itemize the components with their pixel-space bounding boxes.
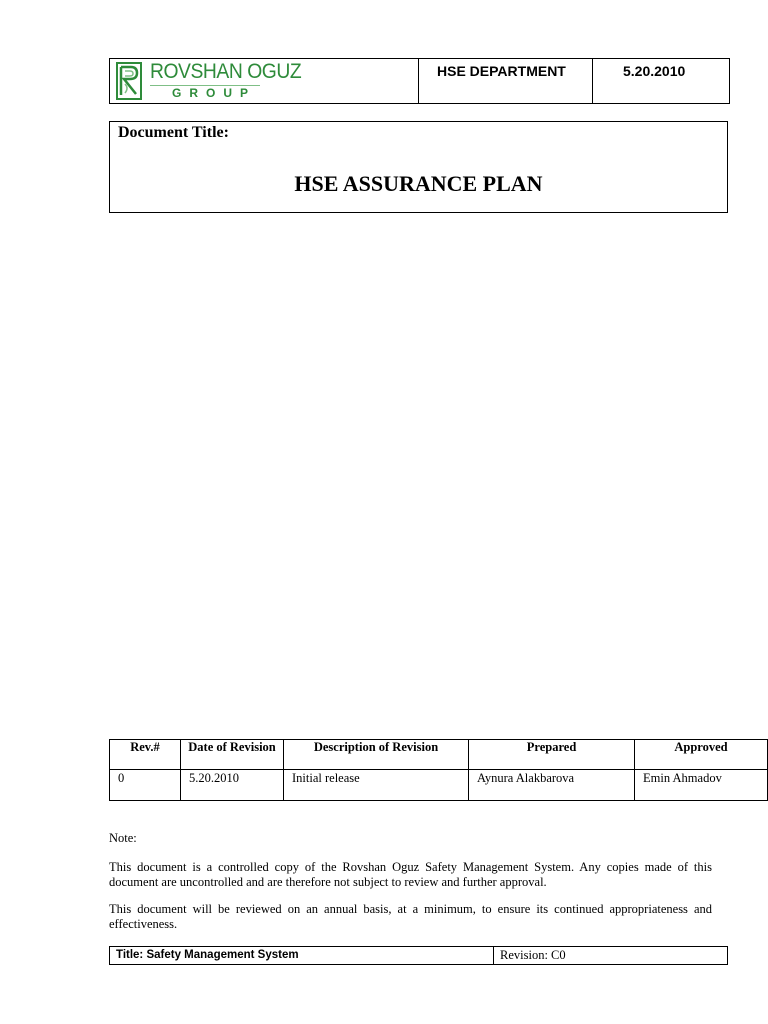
- col-header-rev: Rev.#: [110, 740, 181, 770]
- note-paragraph-review: This document will be reviewed on an annual basis, at a minimum, to ensure its continued appropriateness and effectiveness.: [109, 902, 712, 931]
- department-name: HSE DEPARTMENT: [437, 63, 566, 79]
- note-label: Note:: [109, 831, 137, 845]
- company-logo: [110, 59, 410, 103]
- company-name: ROVSHAN OGUZ: [150, 60, 302, 83]
- logo-cell: [110, 59, 419, 104]
- company-logo-icon: [116, 62, 142, 100]
- document-title-label: Document Title:: [118, 124, 229, 141]
- document-date: 5.20.2010: [623, 63, 686, 79]
- revision-table: [109, 739, 768, 801]
- revision-table-header: [110, 740, 768, 770]
- document-title-box: [109, 121, 728, 213]
- cell-rev: 0: [110, 770, 181, 801]
- document-footer: [109, 946, 728, 965]
- date-cell: [593, 59, 730, 104]
- document-title: HSE ASSURANCE PLAN: [294, 171, 543, 196]
- cell-prepared: Aynura Alakbarova: [469, 770, 635, 801]
- department-cell: [419, 59, 593, 104]
- col-header-approved: Approved: [635, 740, 768, 770]
- cell-date: 5.20.2010: [181, 770, 284, 801]
- cell-description: Initial release: [284, 770, 469, 801]
- note-paragraph-controlled-copy: This document is a controlled copy of the Rovshan Oguz Safety Management System. Any copies made of this document are uncontrolled and are therefore not subject to review and further approval.: [109, 860, 712, 889]
- col-header-description: Description of Revision: [284, 740, 469, 770]
- footer-title: Title: Safety Management System: [110, 947, 494, 965]
- footer-revision: Revision: C0: [494, 947, 728, 965]
- col-header-prepared: Prepared: [469, 740, 635, 770]
- cell-approved: Emin Ahmadov: [635, 770, 768, 801]
- document-header: [109, 58, 730, 104]
- company-group: GROUP: [172, 86, 257, 100]
- col-header-date: Date of Revision: [181, 740, 284, 770]
- table-row: [110, 770, 768, 801]
